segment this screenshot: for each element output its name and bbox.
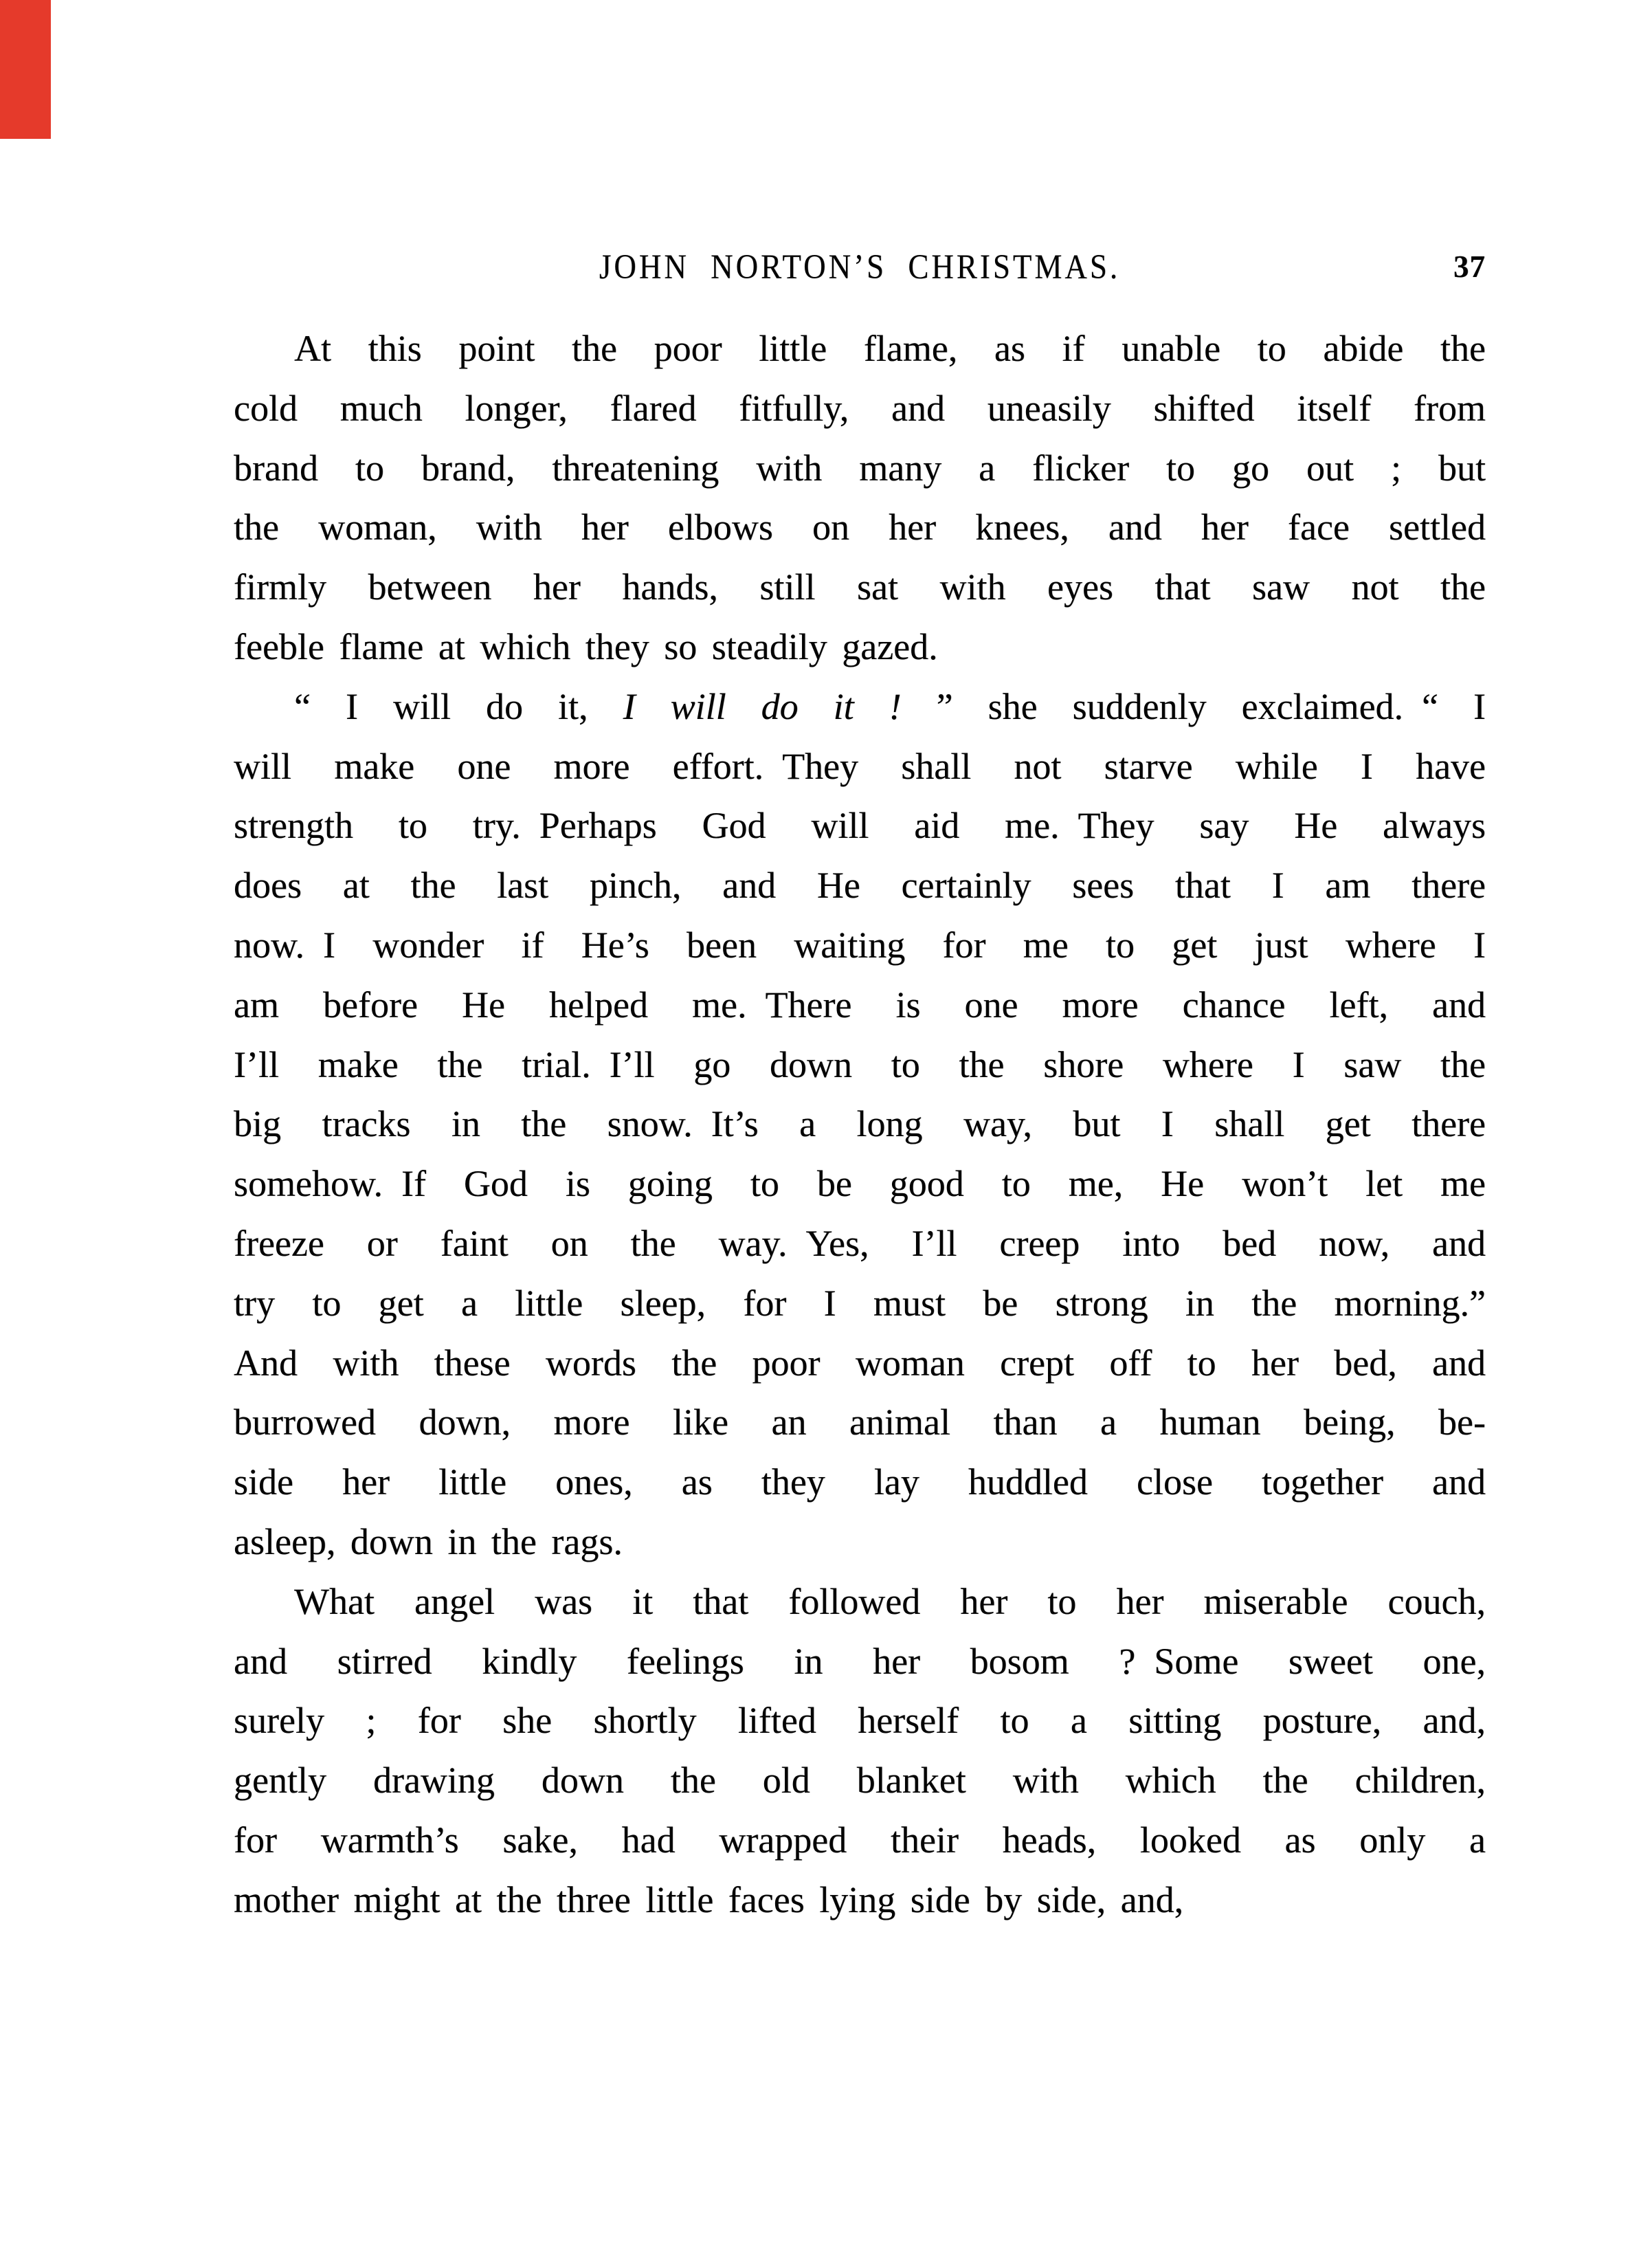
text-run: am before He helped me. There is one more chance left, and <box>234 984 1486 1026</box>
text-run: I’ll make the trial. I’ll go down to the shore where I saw the <box>234 1043 1486 1085</box>
text-run: At this point the poor little flame, as if unable to abide the <box>294 328 1486 369</box>
text-line <box>234 319 1486 379</box>
text-line <box>234 1870 1486 1930</box>
text-run: What angel was it that followed her to her miserable couch, <box>294 1580 1486 1622</box>
text-run: freeze or faint on the way. Yes, I’ll creep into bed now, and <box>234 1222 1486 1264</box>
text-run: firmly between her hands, still sat with eyes that saw not the <box>234 566 1486 608</box>
text-line <box>234 1154 1486 1214</box>
text-line <box>234 737 1486 797</box>
text-line <box>234 856 1486 916</box>
text-run: asleep, down in the rags. <box>234 1520 623 1562</box>
text-line <box>234 557 1486 617</box>
text-line <box>234 975 1486 1035</box>
text-run: feeble flame at which they so steadily gazed. <box>234 625 938 667</box>
text-run: “ I will do it, <box>294 685 623 727</box>
paragraph <box>234 677 1486 1572</box>
text-line <box>234 1214 1486 1274</box>
text-line <box>234 1572 1486 1632</box>
text-line <box>234 1751 1486 1810</box>
text-run: burrowed down, more like an animal than a human being, be- <box>234 1402 1486 1443</box>
text-run: somehow. If God is going to be good to me, He won’t let me <box>234 1163 1486 1205</box>
text-run: surely ; for she shortly lifted herself to a sitting posture, and, <box>234 1700 1486 1742</box>
text-run: gently drawing down the old blanket with which the children, <box>234 1760 1486 1802</box>
text-line <box>234 617 1486 677</box>
text-run: and stirred kindly feelings in her bosom ? Some sweet one, <box>234 1640 1486 1682</box>
text-line <box>234 1810 1486 1870</box>
text-run: side her little ones, as they lay huddled close together and <box>234 1461 1486 1503</box>
text-line <box>234 1393 1486 1452</box>
text-run: will make one more effort. They shall not starve while I have <box>234 745 1486 787</box>
text-line <box>234 796 1486 856</box>
text-run: try to get a little sleep, for I must be strong in the morning.” <box>234 1282 1486 1324</box>
text-run: strength to try. Perhaps God will aid me. They say He always <box>234 805 1486 847</box>
text-line <box>234 916 1486 975</box>
text-line <box>234 1035 1486 1095</box>
body-text <box>234 319 1486 1930</box>
text-run: ” she suddenly exclaimed. “ I <box>901 685 1486 727</box>
text-line <box>234 1094 1486 1154</box>
text-line <box>234 439 1486 498</box>
page-number: 37 <box>1453 250 1486 284</box>
text-line <box>234 1333 1486 1393</box>
text-run: now. I wonder if He’s been waiting for me to get just where I <box>234 924 1486 966</box>
text-line <box>234 677 1486 737</box>
paragraph <box>234 319 1486 677</box>
text-run: the woman, with her elbows on her knees, and her face settled <box>234 507 1486 549</box>
red-scan-edge-mark <box>0 0 51 139</box>
italic-text-run: I will do it ! <box>623 685 902 727</box>
paragraph <box>234 1572 1486 1930</box>
text-run: brand to brand, threatening with many a flicker to go out ; but <box>234 447 1486 489</box>
page-header <box>234 249 1486 289</box>
text-run: And with these words the poor woman crept off to her bed, and <box>234 1342 1486 1384</box>
text-line <box>234 1691 1486 1751</box>
text-run: cold much longer, flared fitfully, and uneasily shifted itself from <box>234 387 1486 429</box>
text-line <box>234 1274 1486 1333</box>
text-line <box>234 1632 1486 1692</box>
text-run: mother might at the three little faces lying side by side, and, <box>234 1879 1184 1920</box>
text-line <box>234 379 1486 439</box>
text-run: does at the last pinch, and He certainly sees that I am there <box>234 865 1486 907</box>
text-run: for warmth’s sake, had wrapped their heads, looked as only a <box>234 1819 1486 1861</box>
text-line <box>234 1452 1486 1512</box>
text-line <box>234 498 1486 557</box>
text-run: big tracks in the snow. It’s a long way, but I shall get there <box>234 1103 1486 1145</box>
running-title: JOHN NORTON’S CHRISTMAS. <box>599 247 1121 286</box>
text-line <box>234 1512 1486 1572</box>
